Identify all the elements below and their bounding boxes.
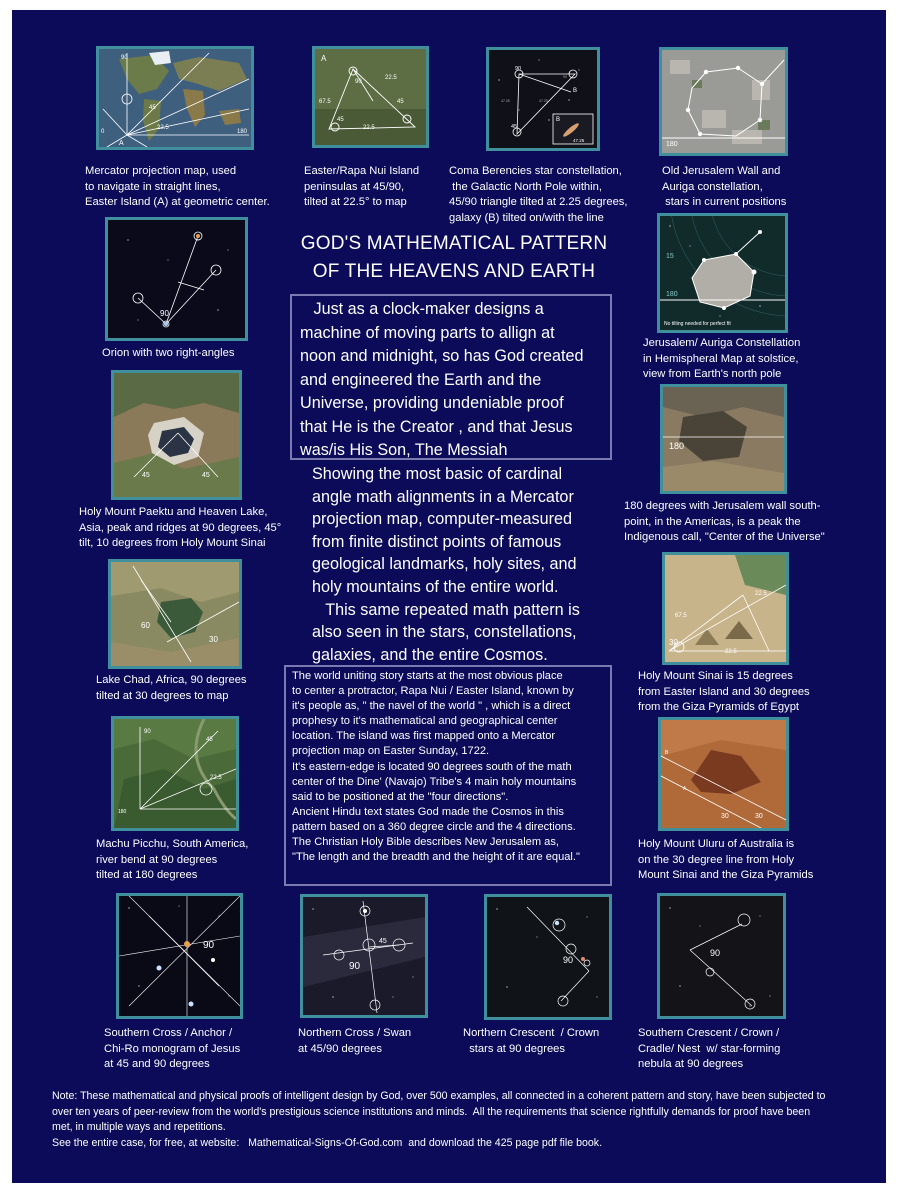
caption-americas: 180 degrees with Jerusalem wall south- point, in the Americas, is a peak the Indigenous call, "Center of the Universe" <box>624 500 825 543</box>
mercator-label-90: 90 <box>121 55 128 61</box>
coma-line-label-3: 90 <box>563 75 567 79</box>
hemispheral-map-image <box>657 213 788 333</box>
page-title: GOD'S MATHEMATICAL PATTERN OF THE HEAVENS AND EARTH <box>300 233 608 282</box>
middle-paragraph: Showing the most basic of cardinal angle math alignments in a Mercator projection map, computer-measured from finite distinct points of famous geological landmarks, holy sites, and holy mountains of the entire world. This same repeated math pattern is also seen in the stars, constellations, galaxies, and the entire Cosmos. <box>312 465 580 664</box>
uluru-label-30b: 30 <box>755 813 763 820</box>
machu-label-90: 90 <box>144 729 151 735</box>
caption-coma-berenices: Coma Berencies star constellation, the Galactic North Pole within, 45/90 triangle tilted at 2.25 degrees, galaxy (B) tilted on/with the line <box>449 165 628 224</box>
footer-note: Note: These mathematical and physical proofs of intelligent design by God, over 500 examples, all connected in a coherent pattern and story, have been subjected to over ten years of peer-review from the world's prestigious science institutions and minds. All the requirements that science rightfully demands for proof have been met, in multiple ways and repetitions. See the entire case, for free, at website: Mathematical-Signs-Of-God.com and download the 425 page pdf file book. <box>52 1090 826 1149</box>
southern-crescent-label-90: 90 <box>710 948 721 958</box>
caption-northern-cross: Northern Cross / Swan at 45/90 degrees <box>298 1027 412 1055</box>
mercator-label-45: 45 <box>149 105 156 111</box>
story-paragraph: The world uniting story starts at the most obvious place to center a protractor, Rapa Nui / Easter Island, known by it's people as, " the navel of the world " , which is a direct prophesy to it's mathematical and geographical center location. The island was first mapped onto a Mercator projection map on Easter Sunday, 1722. It's eastern-edge is located 90 degrees south of the math center of the Dine' (Navajo) Tribe's 4 main holy mountains said to be positioned at the "four directions". Ancient Hindu text states God made the Cosmos in this pattern based on a 360 degree circle and the 4 directions. The Christian Holy Bible describes New Jerusalem as, "The length and the breadth and the height of it are equal." <box>292 670 580 864</box>
jerusalem-wall-label-180: 180 <box>666 141 678 148</box>
northern-cross-image <box>300 894 428 1018</box>
coma-label-45: 45 <box>511 124 518 130</box>
uluru-label-b: B <box>665 750 669 756</box>
mercator-label-22-5: 22.5 <box>157 125 169 131</box>
caption-southern-crescent: Southern Crescent / Crown / Cradle/ Nest w/ star-forming nebula at 90 degrees <box>638 1027 781 1070</box>
caption-mount-sinai: Holy Mount Sinai is 15 degrees from Easter Island and 30 degrees from the Giza Pyramids of Egypt <box>638 670 810 713</box>
mount-sinai-image <box>662 552 789 665</box>
coma-label-90: 90 <box>515 66 522 72</box>
uluru-label-a: A <box>683 786 687 792</box>
lake-chad-image <box>108 559 242 669</box>
southern-crescent-image <box>657 893 786 1019</box>
easter-island-image <box>312 46 429 148</box>
sinai-label-22-5a: 22.5 <box>755 591 767 597</box>
machu-label-180: 180 <box>118 809 127 815</box>
orion-label-90: 90 <box>160 309 169 318</box>
southern-cross-image <box>116 893 243 1019</box>
easter-label-a: A <box>321 54 327 63</box>
sinai-label-67-5: 67.5 <box>675 613 687 619</box>
sinai-label-30: 30 <box>669 638 678 647</box>
jerusalem-wall-image <box>659 47 788 156</box>
caption-orion: Orion with two right-angles <box>102 347 235 359</box>
americas-label-180: 180 <box>669 441 685 451</box>
coma-inset-label-b: B <box>556 117 561 123</box>
caption-mount-uluru: Holy Mount Uluru of Australia is on the 30 degree line from Holy Mount Sinai and the Giza Pyramids <box>638 838 814 881</box>
northern-cross-label-90: 90 <box>349 961 361 972</box>
easter-label-45a: 45 <box>397 99 404 105</box>
americas-peak-image <box>660 384 787 494</box>
caption-jerusalem-wall: Old Jerusalem Wall and Auriga constellation, stars in current positions <box>662 165 787 208</box>
easter-label-22-5: 22.5 <box>385 75 397 81</box>
coma-berenices-image <box>486 47 600 151</box>
mount-uluru-image <box>658 717 789 831</box>
hemispheral-note: No tilting needed for perfect fit <box>664 321 731 327</box>
hemispheral-label-15: 15 <box>666 253 674 260</box>
sinai-label-22-5b: 22.5 <box>725 649 737 655</box>
caption-northern-crescent: Northern Crescent / Crown stars at 90 degrees <box>463 1027 600 1055</box>
easter-label-22-5b: 22.5 <box>363 125 375 131</box>
mercator-label-0: 0 <box>101 129 105 135</box>
hemispheral-label-180: 180 <box>666 291 678 298</box>
southern-cross-label-90: 90 <box>203 940 215 951</box>
caption-paektu: Holy Mount Paektu and Heaven Lake, Asia, peak and ridges at 90 degrees, 45° tilt, 10 degrees from Holy Mount Sinai <box>79 506 282 549</box>
coma-inset-value: 47.25 <box>573 138 585 143</box>
northern-crescent-image <box>484 894 612 1020</box>
mercator-label-a: A <box>119 140 124 147</box>
coma-line-label-2: 47.25 <box>539 99 548 103</box>
intro-paragraph: Just as a clock-maker designs a machine of moving parts to allign at noon and midnight, so has God created and engineered the Earth and the Universe, providing undeniable proof that He is the Creator , and that Jesus was/is His Son, The Messiah <box>300 300 584 459</box>
caption-southern-cross: Southern Cross / Anchor / Chi-Ro monogram of Jesus at 45 and 90 degrees <box>104 1027 241 1070</box>
easter-label-45b: 45 <box>337 117 344 123</box>
coma-line-label-1: 47.25 <box>501 99 510 103</box>
caption-lake-chad: Lake Chad, Africa, 90 degrees tilted at 30 degrees to map <box>96 674 247 702</box>
chad-label-60: 60 <box>141 621 150 630</box>
orion-image <box>105 217 248 341</box>
coma-label-b: B <box>573 88 578 94</box>
mercator-label-180: 180 <box>237 129 248 135</box>
paektu-image <box>111 370 242 500</box>
paektu-label-45a: 45 <box>142 472 150 479</box>
machu-label-22-5: 22.5 <box>210 775 222 781</box>
uluru-label-30a: 30 <box>721 813 729 820</box>
northern-crescent-label-90: 90 <box>563 955 574 965</box>
northern-cross-label-45: 45 <box>379 938 387 945</box>
caption-hemispheral: Jerusalem/ Auriga Constellation in Hemispheral Map at solstice, view from Earth's north pole <box>643 337 801 380</box>
easter-label-67-5: 67.5 <box>319 99 331 105</box>
easter-label-90: 90 <box>355 79 362 85</box>
caption-mercator: Mercator projection map, used to navigate in straight lines, Easter Island (A) at geometric center. <box>85 165 270 208</box>
machu-label-45: 45 <box>206 737 213 743</box>
paektu-label-45b: 45 <box>202 472 210 479</box>
caption-easter-island: Easter/Rapa Nui Island peninsulas at 45/90, tilted at 22.5° to map <box>304 165 420 208</box>
machu-picchu-image <box>111 716 239 831</box>
chad-label-30: 30 <box>209 635 218 644</box>
mercator-map-image <box>96 46 254 150</box>
caption-machu-picchu: Machu Picchu, South America, river bend at 90 degrees tilted at 180 degrees <box>96 838 249 881</box>
